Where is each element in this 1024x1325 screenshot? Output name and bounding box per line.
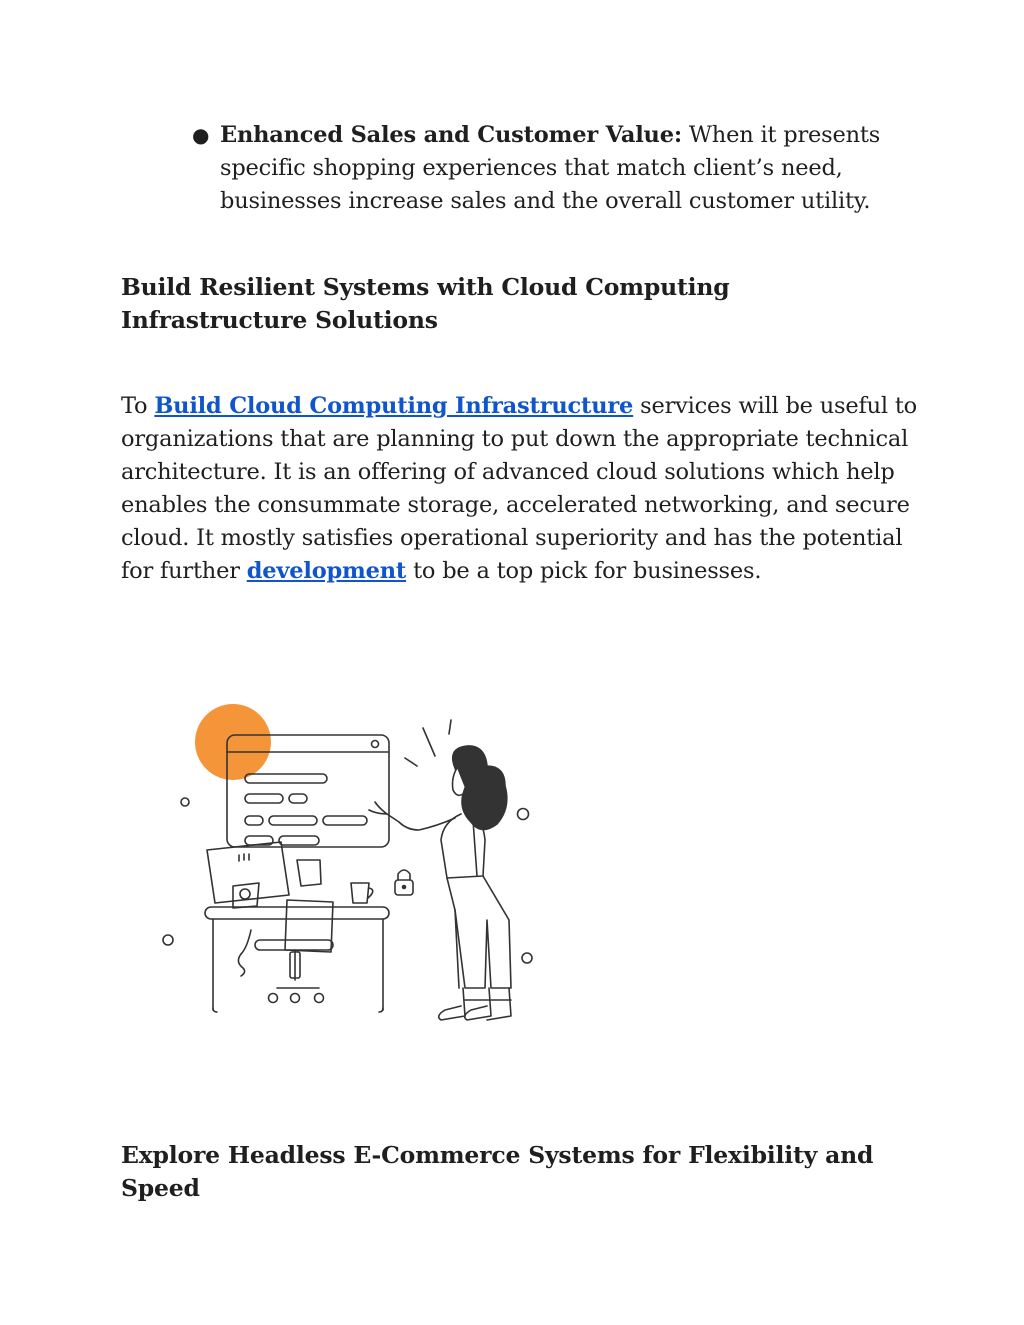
section-heading-cloud: Build Resilient Systems with Cloud Computing Infrastructure Solutions	[121, 273, 730, 334]
bullet-text: When it presents specific shopping experiences that match client’s need, businesses increase sales and the overall customer utility.	[220, 122, 881, 214]
paragraph-text-3: to be a top pick for businesses.	[406, 558, 762, 584]
bullet-icon: ●	[192, 123, 210, 147]
link-development[interactable]: development	[246, 558, 407, 584]
workstation-illustration-icon	[155, 690, 555, 1035]
paragraph-text-2: services will be useful to organizations that are planning to put down the appropriate technical architecture. It is an offering of advanced cloud solutions which help enables the consummate storage, accelerated networking, and secure cloud. It mostly satisfies operational superiority and has the potential for further	[121, 393, 918, 584]
list-item	[220, 119, 920, 218]
bullet-title: Enhanced Sales and Customer Value:	[220, 122, 682, 148]
link-cloud-infrastructure[interactable]: Build Cloud Computing Infrastructure	[154, 393, 634, 419]
section-heading-headless: Explore Headless E-Commerce Systems for Flexibility and Speed	[121, 1141, 874, 1202]
body-paragraph	[121, 390, 921, 588]
paragraph-text-1: To	[121, 393, 155, 419]
